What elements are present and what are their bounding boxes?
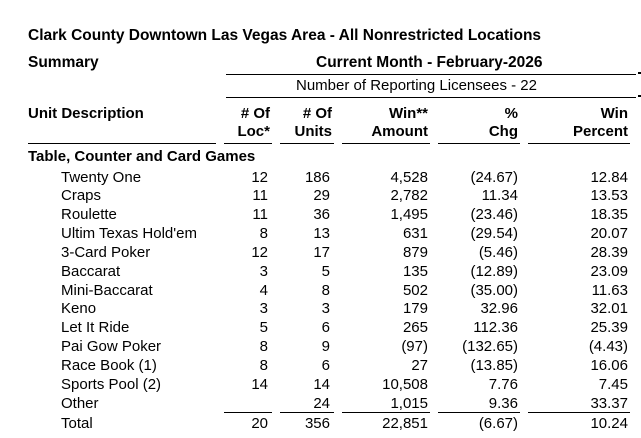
row-units: 9: [321, 338, 330, 356]
row-win-percent: 32.01: [590, 300, 628, 318]
header-underline-unit: [28, 143, 216, 144]
col-header-win-percent: [548, 105, 628, 141]
table-row: [0, 225, 641, 244]
row-loc: 12: [251, 168, 268, 186]
row-loc: 8: [259, 357, 268, 374]
row-name: Twenty One: [61, 168, 142, 186]
row-chg: (13.85): [470, 357, 518, 374]
row-win-percent: 11.63: [591, 281, 628, 299]
row-chg: (5.46): [478, 243, 518, 261]
col-header-loc-line2: Loc*: [237, 123, 270, 140]
total-units: 356: [304, 415, 330, 432]
row-win: 2,782: [390, 187, 428, 205]
row-win: 27: [411, 357, 428, 374]
row-loc: 8: [259, 225, 268, 243]
col-header-units-line2: Units: [294, 123, 332, 140]
col-header-chg-line2: Chg: [488, 123, 518, 140]
col-header-units-line1: # Of: [302, 105, 332, 122]
col-header-loc: [218, 105, 270, 141]
total-rule-chg: [438, 412, 520, 413]
row-loc: 8: [259, 338, 268, 356]
licensees-divider: [226, 97, 636, 98]
col-header-units: [280, 105, 332, 141]
row-chg: (12.89): [470, 262, 518, 280]
row-name: 3-Card Poker: [61, 243, 151, 261]
row-win-percent: 20.07: [590, 225, 628, 243]
row-win: 4,528: [390, 168, 428, 186]
row-name: Ultim Texas Hold'em: [61, 225, 197, 243]
row-win-percent: 7.45: [598, 375, 628, 393]
col-header-win-line2: Amount: [371, 123, 428, 140]
col-header-unit-description: Unit Description: [28, 105, 144, 122]
col-header-chg-line1: %: [504, 105, 518, 122]
col-header-win-percent-line2: Percent: [572, 123, 628, 140]
report-title: Clark County Downtown Las Vegas Area - All Nonrestricted Locations: [28, 27, 542, 44]
table-row: [0, 376, 641, 395]
header-underline-units: [280, 143, 334, 144]
row-loc: 3: [259, 262, 268, 280]
row-win-percent: 16.06: [590, 357, 628, 374]
total-rule-win: [342, 412, 430, 413]
table-row: [0, 263, 641, 282]
table-row: [0, 282, 641, 301]
total-pct: 10.24: [590, 415, 628, 432]
row-win: 265: [402, 319, 428, 337]
row-win-percent: 23.09: [590, 262, 628, 280]
col-header-win-percent-line1: Win: [600, 105, 628, 122]
row-units: 14: [313, 375, 330, 393]
row-units: 24: [313, 394, 330, 412]
row-win: 179: [402, 300, 428, 318]
row-chg: 11.34: [481, 187, 518, 205]
table-row: [0, 319, 641, 338]
row-win: 879: [402, 243, 428, 261]
row-name: Sports Pool (2): [61, 375, 162, 393]
row-chg: 32.96: [480, 300, 518, 318]
table-row: [0, 357, 641, 376]
row-win-percent: (4.43): [588, 338, 628, 356]
table-row: [0, 244, 641, 263]
row-chg: (24.67): [470, 168, 518, 186]
row-loc: 12: [251, 243, 268, 261]
col-header-win: [350, 105, 428, 141]
row-chg: (23.46): [470, 206, 518, 224]
row-chg: 9.36: [488, 394, 518, 412]
header-underline-pct: [528, 143, 630, 144]
row-win: 135: [402, 262, 428, 280]
row-win: 502: [402, 281, 428, 299]
current-period: Current Month - February-2026: [316, 54, 543, 71]
table-row: [0, 395, 641, 414]
header-underline-win: [342, 143, 430, 144]
row-name: Craps: [61, 187, 102, 205]
table-row: [0, 169, 641, 188]
table-row: [0, 206, 641, 225]
row-win: 1,495: [390, 206, 428, 224]
col-header-win-line1: Win**: [388, 105, 428, 122]
row-name: Let It Ride: [61, 319, 130, 337]
row-units: 17: [313, 243, 330, 261]
row-chg: (29.54): [470, 225, 518, 243]
row-name: Race Book (1): [61, 357, 157, 374]
row-units: 8: [321, 281, 330, 299]
table-row: [0, 187, 641, 206]
row-name: Roulette: [61, 206, 117, 224]
total-row: [0, 415, 641, 434]
row-win-percent: 33.37: [590, 394, 628, 412]
table-row: [0, 338, 641, 357]
header-underline-chg: [438, 143, 520, 144]
row-win: 1,015: [390, 394, 428, 412]
row-name: Pai Gow Poker: [61, 338, 162, 356]
row-units: 5: [321, 262, 330, 280]
total-chg: (6.67): [478, 415, 518, 432]
report-subtitle: Summary: [28, 54, 99, 71]
row-chg: 7.76: [488, 375, 518, 393]
row-name: Mini-Baccarat: [61, 281, 153, 299]
section-title: Table, Counter and Card Games: [28, 148, 256, 165]
total-rule-pct: [528, 412, 630, 413]
row-loc: 5: [259, 319, 268, 337]
total-label: Total: [61, 415, 93, 432]
row-win: 631: [402, 225, 428, 243]
row-win-percent: 12.84: [590, 168, 628, 186]
row-win-percent: 25.39: [590, 319, 628, 337]
row-loc: 3: [259, 300, 268, 318]
col-header-loc-line1: # Of: [240, 105, 270, 122]
total-rule-units: [280, 412, 334, 413]
row-units: 13: [313, 225, 330, 243]
row-chg: 112.36: [473, 319, 518, 337]
row-loc: 14: [251, 375, 268, 393]
col-header-chg: [450, 105, 518, 141]
row-units: 3: [321, 300, 330, 318]
row-loc: 11: [252, 187, 268, 205]
table-row: [0, 300, 641, 319]
row-chg: (35.00): [470, 281, 518, 299]
row-win-percent: 13.53: [590, 187, 628, 205]
row-units: 29: [313, 187, 330, 205]
row-name: Keno: [61, 300, 97, 318]
total-rule-loc: [224, 412, 272, 413]
header-underline-loc: [224, 143, 272, 144]
row-units: 6: [321, 319, 330, 337]
total-loc: 20: [251, 415, 268, 432]
row-name: Other: [61, 394, 99, 412]
row-win-percent: 28.39: [590, 243, 628, 261]
row-loc: 11: [252, 206, 268, 224]
row-units: 36: [313, 206, 330, 224]
period-divider: [226, 74, 636, 75]
row-units: 186: [304, 168, 330, 186]
row-win: (97): [401, 338, 428, 356]
row-name: Baccarat: [61, 262, 121, 280]
row-loc: 4: [259, 281, 268, 299]
row-chg: (132.65): [462, 338, 518, 356]
row-units: 6: [321, 357, 330, 374]
row-win-percent: 18.35: [590, 206, 628, 224]
total-win: 22,851: [382, 415, 428, 432]
reporting-licensees: Number of Reporting Licensees - 22: [296, 77, 537, 94]
row-win: 10,508: [382, 375, 428, 393]
